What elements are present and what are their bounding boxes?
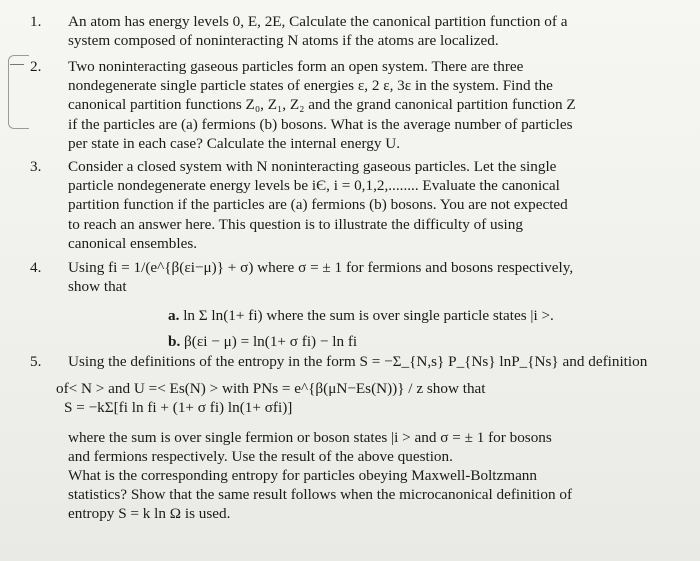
problem-1	[30, 12, 670, 50]
problem-number: 5.	[30, 353, 42, 370]
subpart-text: ln Σ ln(1+ fi) where the sum is over single particle states |i >.	[183, 307, 554, 324]
problem-line: What is the corresponding entropy for particles obeying Maxwell-Boltzmann	[68, 467, 537, 485]
problem-line: partition function if the particles are (a) fermions (b) bosons. You are not expected	[68, 196, 568, 214]
subpart-label: a.	[168, 307, 180, 324]
problem-line: An atom has energy levels 0, E, 2E, Calculate the canonical partition function of a	[68, 13, 568, 30]
problem-number: 1.	[30, 13, 42, 30]
problem-line: system composed of noninteracting N atoms if the atoms are localized.	[68, 32, 499, 50]
subpart-text: β(εi − μ) = ln(1+ σ fi) − ln fi	[184, 333, 358, 350]
problem-line: particle nondegenerate energy levels be iЄ, i = 0,1,2,........ Evaluate the canonical	[68, 177, 560, 195]
problem-line: where the sum is over single fermion or boson states |i > and σ = ± 1 for bosons	[68, 428, 552, 446]
problem-line: statistics? Show that the same result follows when the microcanonical definition of	[68, 486, 573, 504]
problem-5	[30, 352, 670, 524]
problem-3	[30, 157, 670, 253]
problem-line: of< N > and U =< Es(N) > with PNs = e^{β(μN−Es(N))} / z show that	[56, 380, 486, 398]
problem-line-gap	[68, 418, 670, 428]
problem-line-gap	[68, 371, 670, 379]
problem-line: Using fi = 1/(e^{β(εi−μ)} + σ) where σ = ± 1 for fermions and bosons respectively,	[68, 259, 574, 276]
problem-line: canonical partition functions Z₀, Z₁, Z₂ and the grand canonical partition function Z	[68, 96, 576, 114]
problem-line: S = −kΣ[fi ln fi + (1+ σ fi) ln(1+ σfi)]	[64, 399, 293, 417]
margin-dash-mark	[10, 64, 24, 65]
problem-line: nondegenerate single particle states of energies ε, 2 ε, 3ε in the system. Find the	[68, 77, 553, 95]
problem-line: and fermions respectively. Use the result of the above question.	[68, 447, 453, 465]
problem-line: Two noninteracting gaseous particles form an open system. There are three	[68, 58, 524, 75]
problem-number: 2.	[30, 58, 42, 75]
subpart-b	[168, 332, 668, 351]
problem-4	[30, 258, 670, 296]
problem-line: entropy S = k ln Ω is used.	[68, 505, 231, 523]
problem-number: 4.	[30, 259, 42, 276]
problem-line: show that	[68, 278, 127, 296]
problem-line: Using the definitions of the entropy in the form S = −Σ_{N,s} P_{Ns} lnP_{Ns} and definition	[68, 353, 648, 370]
problem-line: Consider a closed system with N noninteracting gaseous particles. Let the single	[68, 158, 557, 175]
problem-line: canonical ensembles.	[68, 234, 198, 252]
problem-line: if the particles are (a) fermions (b) bosons. What is the average number of particles	[68, 115, 573, 133]
problem-line: per state in each case? Calculate the internal energy U.	[68, 134, 400, 152]
margin-bracket-mark	[8, 55, 29, 129]
subpart-label: b.	[168, 333, 181, 350]
subpart-a	[168, 306, 668, 325]
problem-number: 3.	[30, 158, 42, 175]
problem-line: to reach an answer here. This question is to illustrate the difficulty of using	[68, 215, 523, 233]
problem-2	[30, 57, 670, 153]
